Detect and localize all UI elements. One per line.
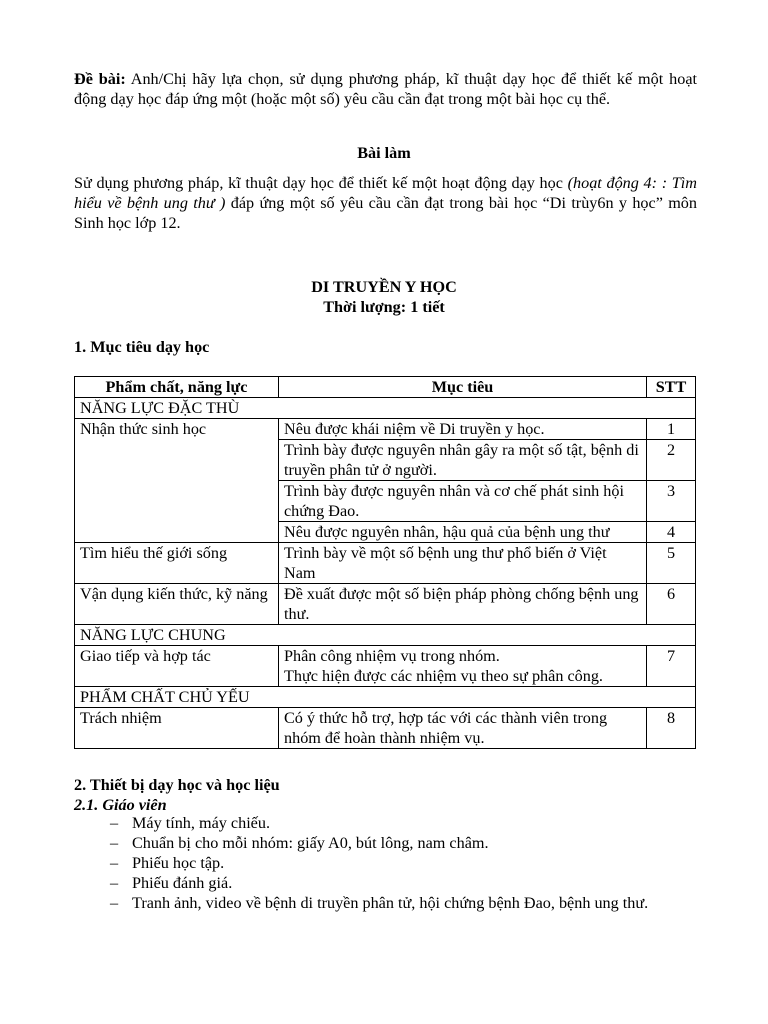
list-item — [74, 893, 694, 913]
assignment-text: Anh/Chị hãy lựa chọn, sử dụng phương pháp, kĩ thuật dạy học để thiết kế một hoạt động dạy học đáp ứng một (hoặc một số) yêu cầu cần đạt trong một bài học cụ thể. — [74, 70, 698, 108]
intro-text-start: Sử dụng phương pháp, kĩ thuật dạy học để thiết kế một hoạt động dạy học — [74, 174, 568, 192]
objective-number: 5 — [647, 543, 696, 584]
assignment-paragraph — [74, 69, 697, 109]
lesson-title: DI TRUYỀN Y HỌC — [311, 278, 457, 296]
section-equipment-heading: 2. Thiết bị dạy học và học liệu — [74, 776, 280, 794]
dash-bullet: – — [110, 894, 119, 912]
intro-text-end: đáp ứng một số yêu cầu cần đạt trong bài học “Di trùy6n y học” môn Sinh học lớp 12. — [74, 194, 697, 232]
list-item-text: Chuẩn bị cho mỗi nhóm: giấy A0, bút lông, nam châm. — [132, 834, 489, 852]
objective-number: 3 — [647, 481, 696, 522]
subsection-teacher-heading: 2.1. Giáo viên — [74, 796, 167, 814]
section-objectives-heading: 1. Mục tiêu dạy học — [74, 338, 210, 356]
objective-text: Trình bày được nguyên nhân và cơ chế phát sinh hội chứng Đao. — [279, 481, 647, 522]
list-item-text: Máy tính, máy chiếu. — [132, 814, 271, 832]
header-stt: STT — [647, 377, 696, 398]
dash-bullet: – — [110, 834, 119, 852]
list-item — [74, 853, 694, 873]
objective-number: 6 — [647, 584, 696, 625]
objective-text — [279, 646, 647, 687]
table-group-row — [75, 687, 696, 708]
group-general-competency: NĂNG LỰC CHUNG — [75, 625, 696, 646]
category-apply-knowledge: Vận dụng kiến thức, kỹ năng — [75, 584, 279, 625]
objective-number: 2 — [647, 440, 696, 481]
table-group-row — [75, 625, 696, 646]
objective-number: 1 — [647, 419, 696, 440]
lesson-duration: Thời lượng: 1 tiết — [323, 298, 445, 316]
category-biology-cognition: Nhận thức sinh học — [75, 419, 279, 543]
objective-text: Nêu được khái niệm về Di truyền y học. — [279, 419, 647, 440]
assignment-label: Đề bài: — [74, 70, 126, 88]
objective-text: Trình bày được nguyên nhân gây ra một số tật, bệnh di truyền phân tử ở người. — [279, 440, 647, 481]
category-communication-cooperation: Giao tiếp và hợp tác — [75, 646, 279, 687]
objective-text: Có ý thức hỗ trợ, hợp tác với các thành viên trong nhóm để hoàn thành nhiệm vụ. — [279, 708, 647, 749]
objective-line: Thực hiện được các nhiệm vụ theo sự phân công. — [284, 667, 603, 685]
group-specific-competency: NĂNG LỰC ĐẶC THÙ — [75, 398, 696, 419]
objective-number: 7 — [647, 646, 696, 687]
objective-text: Đề xuất được một số biện pháp phòng chống bệnh ung thư. — [279, 584, 647, 625]
list-item-text: Phiếu học tập. — [132, 854, 225, 872]
category-explore-living-world: Tìm hiểu thế giới sống — [75, 543, 279, 584]
objective-line: Phân công nhiệm vụ trong nhóm. — [284, 647, 500, 665]
dash-bullet: – — [110, 874, 119, 892]
dash-bullet: – — [110, 814, 119, 832]
table-row — [75, 646, 696, 687]
teacher-materials-list — [74, 813, 694, 913]
table-row — [75, 584, 696, 625]
list-item-text: Phiếu đánh giá. — [132, 874, 233, 892]
table-row — [75, 419, 696, 440]
answer-heading: Bài làm — [357, 144, 411, 162]
list-item — [74, 833, 694, 853]
table-row — [75, 543, 696, 584]
category-responsibility: Trách nhiệm — [75, 708, 279, 749]
objective-text: Trình bày về một số bệnh ung thư phổ biến ở Việt Nam — [279, 543, 647, 584]
objectives-table — [74, 376, 696, 749]
table-header-row — [75, 377, 696, 398]
table-row — [75, 708, 696, 749]
header-objective: Mục tiêu — [279, 377, 647, 398]
header-competency: Phẩm chất, năng lực — [75, 377, 279, 398]
group-core-qualities: PHẨM CHẤT CHỦ YẾU — [75, 687, 696, 708]
list-item-text: Tranh ảnh, video về bệnh di truyền phân tử, hội chứng bệnh Đao, bệnh ung thư. — [132, 894, 649, 912]
intro-activity-italic: (hoạt động 4: : Tìm hiểu về bệnh ung thư ) — [74, 174, 697, 212]
objective-number: 4 — [647, 522, 696, 543]
list-item — [74, 813, 694, 833]
dash-bullet: – — [110, 854, 119, 872]
objective-number: 8 — [647, 708, 696, 749]
intro-paragraph — [74, 173, 697, 233]
list-item — [74, 873, 694, 893]
objective-text: Nêu được nguyên nhân, hậu quả của bệnh ung thư — [279, 522, 647, 543]
table-group-row — [75, 398, 696, 419]
